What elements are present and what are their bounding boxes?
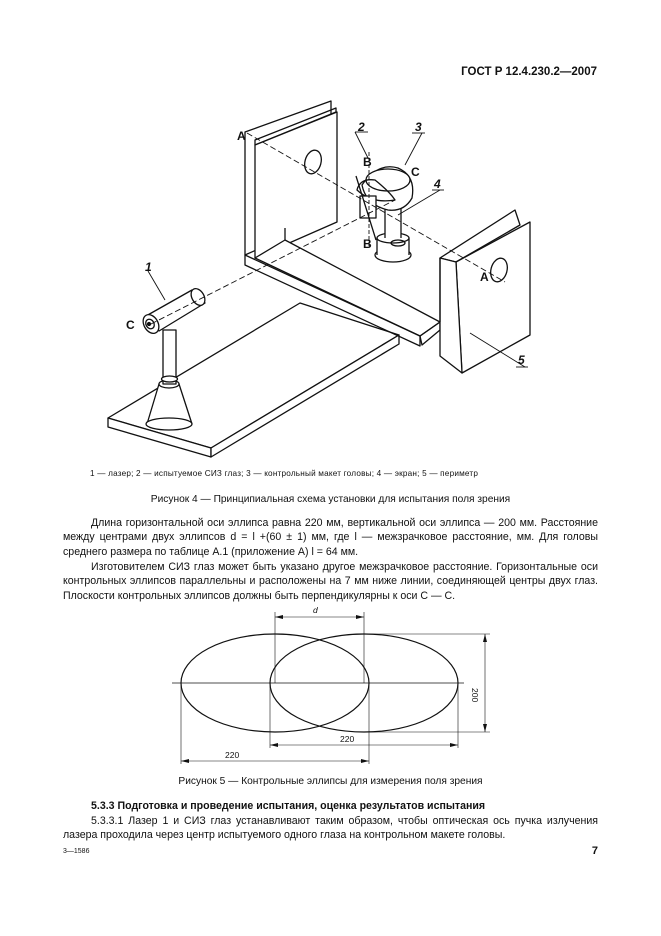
page-number: 7 — [591, 845, 598, 857]
dimension-d: d — [313, 605, 318, 615]
figure-5-caption: Рисунок 5 — Контрольные эллипсы для измерения поля зрения — [178, 776, 483, 787]
axis-label-a-right: A — [480, 270, 489, 284]
dimension-width-220-left: 220 — [225, 750, 240, 760]
axis-label-c-right: C — [411, 165, 420, 179]
axis-label-b-bottom: B — [363, 237, 372, 251]
paragraph-interpupillary: Изготовителем СИЗ глаз может быть указано другое межзрачковое расстояние. Горизонтальные оси контрольных эллипсов параллельны и расположены на 7 мм ниже линии, соединяющей центры двух глаз. Плоскости контрольных эллипсов должны быть перпендикулярны к оси С — С. — [63, 561, 598, 602]
axis-label-b-top: B — [363, 155, 372, 169]
label-1-laser: 1 — [145, 260, 152, 274]
figure-4-legend: 1 — лазер; 2 — испытуемое СИЗ глаз; 3 — контрольный макет головы; 4 — экран; 5 — периметр — [90, 469, 479, 478]
section-heading: 5.3.3 Подготовка и проведение испытания, оценка результатов испытания — [91, 800, 486, 812]
label-4-screen: 4 — [434, 177, 441, 191]
paragraph-5-3-3-1: 5.3.3.1 Лазер 1 и СИЗ глаз устанавливают таким образом, чтобы оптическая ось пучка излучения лазера проходила через центр испытуемого одного глаза на контрольном макете головы. — [63, 815, 598, 842]
standard-header: ГОСТ Р 12.4.230.2—2007 — [461, 66, 597, 78]
figure-4-caption: Рисунок 4 — Принципиальная схема установки для испытания поля зрения — [150, 494, 511, 505]
label-3-head: 3 — [415, 120, 422, 134]
axis-label-c-left: C — [126, 318, 135, 332]
dimension-width-220-right: 220 — [340, 734, 355, 744]
dimension-height-200: 200 — [470, 688, 480, 703]
label-2-goggles: 2 — [358, 120, 365, 134]
axis-label-a-left: A — [237, 129, 246, 143]
paragraph-ellipse-axes: Длина горизонтальной оси эллипса равна 220 мм, вертикальной оси эллипса — 200 мм. Расстояние между центрами двух эллипсов d = l +(60 ± 1) мм, где l — межзрачковое расстояние, мм. Для головы среднего размера по таблице А.1 (приложение А) l = 64 мм. — [63, 517, 598, 558]
label-5-perimeter: 5 — [518, 353, 525, 367]
print-code: 3—1586 — [63, 848, 90, 855]
